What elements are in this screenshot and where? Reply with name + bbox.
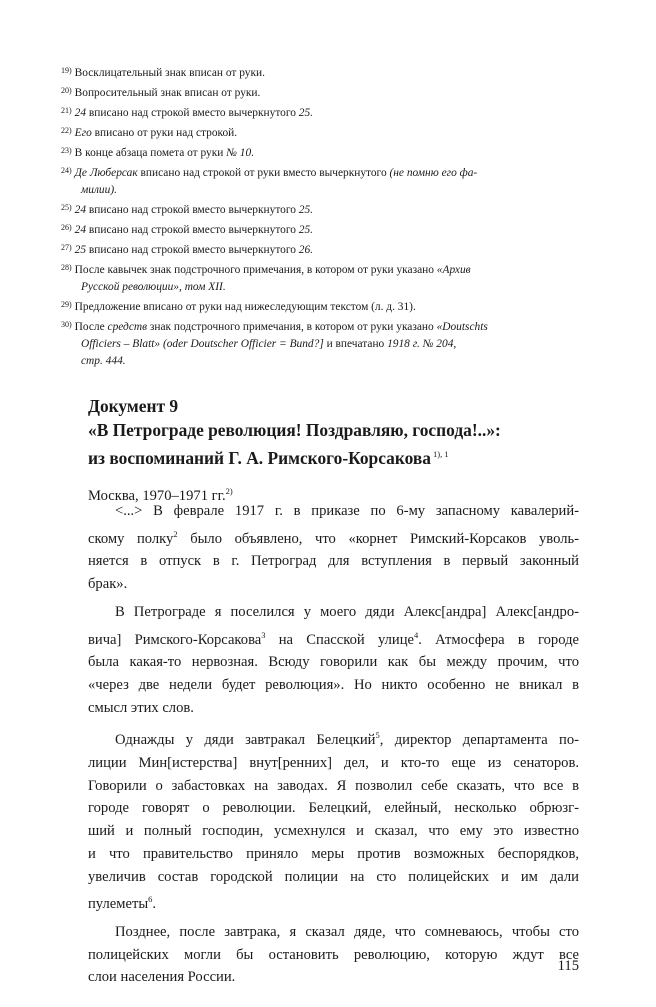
text-segment: было объявлено, что «корнет Римский-Корсаков уволь- <box>177 530 580 547</box>
footnote-text: знак подстрочного примечания, в котором от руки указано <box>147 321 437 333</box>
footnote-line <box>61 87 260 99</box>
text-line <box>88 500 579 523</box>
footnote-line <box>61 244 313 256</box>
footnote-text: 25. <box>298 107 314 119</box>
footnote-ref: 3 <box>261 629 266 640</box>
footnote-text: 24 <box>74 204 87 216</box>
document-subtitle <box>88 442 588 470</box>
text-line <box>88 724 579 752</box>
text-line <box>88 888 579 916</box>
body-text <box>88 500 579 994</box>
text-line <box>88 843 579 866</box>
text-segment: «через две недели будет революция». Но никто особенно не вникал в <box>88 676 579 693</box>
place-date-footnote-ref: 2) <box>225 486 233 496</box>
text-segment: Позднее, после завтрака, я сказал дяде, что сомневаюсь, чтобы сто <box>115 923 579 940</box>
footnote-ref: 4 <box>414 629 419 640</box>
footnotes-block <box>61 62 581 370</box>
footnote-text: 24 <box>74 107 87 119</box>
footnote-text: Де Люберсак <box>74 167 138 179</box>
footnote-text: 25. <box>298 204 314 216</box>
footnote-number: 21) <box>61 106 72 115</box>
text-line <box>88 866 579 889</box>
footnote-number: 20) <box>61 86 72 95</box>
footnote-text: Его <box>74 127 92 139</box>
text-segment: и что правительство приняло меры против возможных беспорядков, <box>88 845 579 862</box>
footnote-ref: 6 <box>148 894 153 905</box>
paragraph <box>88 921 579 989</box>
footnote-line <box>61 127 237 139</box>
text-segment: была какая-то нервозная. Всюду говорили как бы между прочим, что <box>88 654 579 671</box>
text-segment: смысл этих слов. <box>88 699 194 716</box>
footnote-number: 29) <box>61 300 72 309</box>
footnote-text: № 10. <box>226 147 255 159</box>
text-line <box>88 944 579 967</box>
footnote-text: вписано над строкой вместо вычеркнутого <box>86 204 299 216</box>
footnote-text: 26. <box>298 244 314 256</box>
text-line <box>88 966 579 989</box>
text-line <box>88 752 579 775</box>
text-segment: на Спасской улице <box>265 631 415 648</box>
footnote-text: После кавычек знак подстрочного примечания, в котором от руки указано <box>74 264 437 276</box>
footnote-number: 22) <box>61 126 72 135</box>
text-segment: вича] Римского-Корсакова <box>88 631 262 648</box>
text-line <box>88 651 579 674</box>
footnote-line <box>61 147 254 159</box>
footnote-text: Предложение вписано от руки над нижеследующим текстом (л. д. 31). <box>74 301 416 313</box>
footnote-ref: 2 <box>173 528 178 539</box>
text-line <box>88 573 579 596</box>
footnote-text: вписано над строкой вместо вычеркнутого <box>86 107 299 119</box>
text-segment: няется в отпуск в г. Петроград для вступления в первый законный <box>88 553 579 570</box>
text-segment: увеличив состав городской полиции на сто полицейских и им дали <box>88 868 579 885</box>
footnote <box>61 199 581 219</box>
footnote <box>61 62 581 82</box>
footnote-line <box>61 353 581 370</box>
paragraph <box>88 500 579 596</box>
footnote-number: 27) <box>61 243 72 252</box>
text-segment: , директор департамента по- <box>379 732 579 749</box>
footnote-line <box>61 301 416 313</box>
paragraph <box>88 724 579 916</box>
footnote-number: 24) <box>61 166 72 175</box>
text-line <box>88 674 579 697</box>
footnote <box>61 219 581 239</box>
footnote-line <box>61 167 477 179</box>
text-line <box>88 601 579 624</box>
text-segment: городе говорят о революции. Белецкий, елейный, несколько обрюзг- <box>88 800 579 817</box>
document-heading <box>88 394 588 470</box>
footnote-text: вписано над строкой вместо вычеркнутого <box>86 224 299 236</box>
footnote-number: 19) <box>61 66 72 75</box>
footnote-text: вписано над строкой от руки вместо вычеркнутого <box>137 167 390 179</box>
footnote-text: Русской революции», том XII. <box>81 281 226 293</box>
footnote-text: «Архив <box>436 264 471 276</box>
text-line <box>88 820 579 843</box>
footnote-line <box>61 336 581 353</box>
text-segment: брак». <box>88 576 128 593</box>
footnote <box>61 316 581 370</box>
text-segment: <...> В феврале 1917 г. в приказе по 6-му запасному кавалерий- <box>115 503 579 519</box>
footnote-text: 24 <box>74 224 87 236</box>
footnote-text: Officiers – Blatt» (oder Doutscher Officier = Bund?] <box>81 338 324 350</box>
footnote <box>61 259 581 296</box>
place-date-text: Москва, 1970–1971 гг. <box>88 488 226 504</box>
footnote-line <box>61 204 313 216</box>
footnote-text: После <box>74 321 108 333</box>
footnote <box>61 142 581 162</box>
document-title: «В Петрограде революция! Поздравляю, господа!..»: <box>88 420 501 440</box>
text-segment: лиции Мин[истерства] внут[ренних] дел, и кто-то еще из сенаторов. <box>88 755 579 772</box>
footnote-text: (не помню его фа- <box>389 167 478 179</box>
footnote-text: 25. <box>298 224 314 236</box>
footnote-text: Вопросительный знак вписан от руки. <box>74 87 261 99</box>
text-line <box>88 921 579 944</box>
footnote-text: вписано над строкой вместо вычеркнутого <box>86 244 299 256</box>
text-line <box>88 797 579 820</box>
footnote-text: стр. 444. <box>81 355 126 367</box>
footnote <box>61 102 581 122</box>
document-subtitle-text: из воспоминаний Г. А. Римского-Корсакова <box>88 448 431 468</box>
footnote-line <box>61 182 581 199</box>
page-number: 115 <box>557 958 579 974</box>
text-segment: полицейских могли бы остановить революцию, которую ждут все <box>88 946 579 963</box>
paragraph <box>88 601 579 720</box>
text-segment: . <box>152 896 157 913</box>
text-line <box>88 624 579 652</box>
text-segment: Однажды у дяди завтракал Белецкий <box>115 732 376 749</box>
footnote-line <box>61 279 581 296</box>
footnote-text: и впечатано <box>323 338 388 350</box>
text-segment: Говорили о забастовках на заводах. Я позволил себе сказать, что все в <box>88 777 579 794</box>
footnote-text: Восклицательный знак вписан от руки. <box>74 67 265 79</box>
text-line <box>88 523 579 551</box>
footnote-ref: 5 <box>375 730 380 741</box>
footnote-number: 23) <box>61 146 72 155</box>
footnote-text: 25 <box>74 244 87 256</box>
footnote-line <box>61 321 488 333</box>
footnote <box>61 296 581 316</box>
footnote-number: 28) <box>61 263 72 272</box>
text-line <box>88 697 579 720</box>
footnote <box>61 239 581 259</box>
text-segment: В Петрограде я поселился у моего дяди Алекс[андра] Алекс[андро- <box>115 603 579 620</box>
footnote-text: В конце абзаца помета от руки <box>74 147 227 159</box>
footnote <box>61 162 581 199</box>
footnote <box>61 122 581 142</box>
text-segment: ший и полный господин, усмехнулся и сказал, что ему это известно <box>88 823 579 840</box>
text-segment: слои населения России. <box>88 969 236 986</box>
document-title-footnote-ref: 1), 1 <box>433 449 449 459</box>
text-segment: . Атмосфера в городе <box>418 631 579 648</box>
footnote-number: 25) <box>61 203 72 212</box>
text-segment: скому полку <box>88 530 174 547</box>
footnote-text: «Doutschts <box>436 321 488 333</box>
text-line <box>88 550 579 573</box>
footnote-line <box>61 224 313 236</box>
footnote <box>61 82 581 102</box>
footnote-text: 1918 г. № 204, <box>387 338 457 350</box>
footnote-text: средств <box>107 321 148 333</box>
document-number: Документ 9 <box>88 396 179 416</box>
footnote-number: 30) <box>61 320 72 329</box>
text-line <box>88 775 579 798</box>
text-segment: пулеметы <box>88 896 149 913</box>
footnote-text: вписано от руки над строкой. <box>91 127 238 139</box>
footnote-line <box>61 264 471 276</box>
footnote-number: 26) <box>61 223 72 232</box>
footnote-line <box>61 67 265 79</box>
footnote-line <box>61 107 313 119</box>
footnote-text: милии). <box>81 184 117 196</box>
